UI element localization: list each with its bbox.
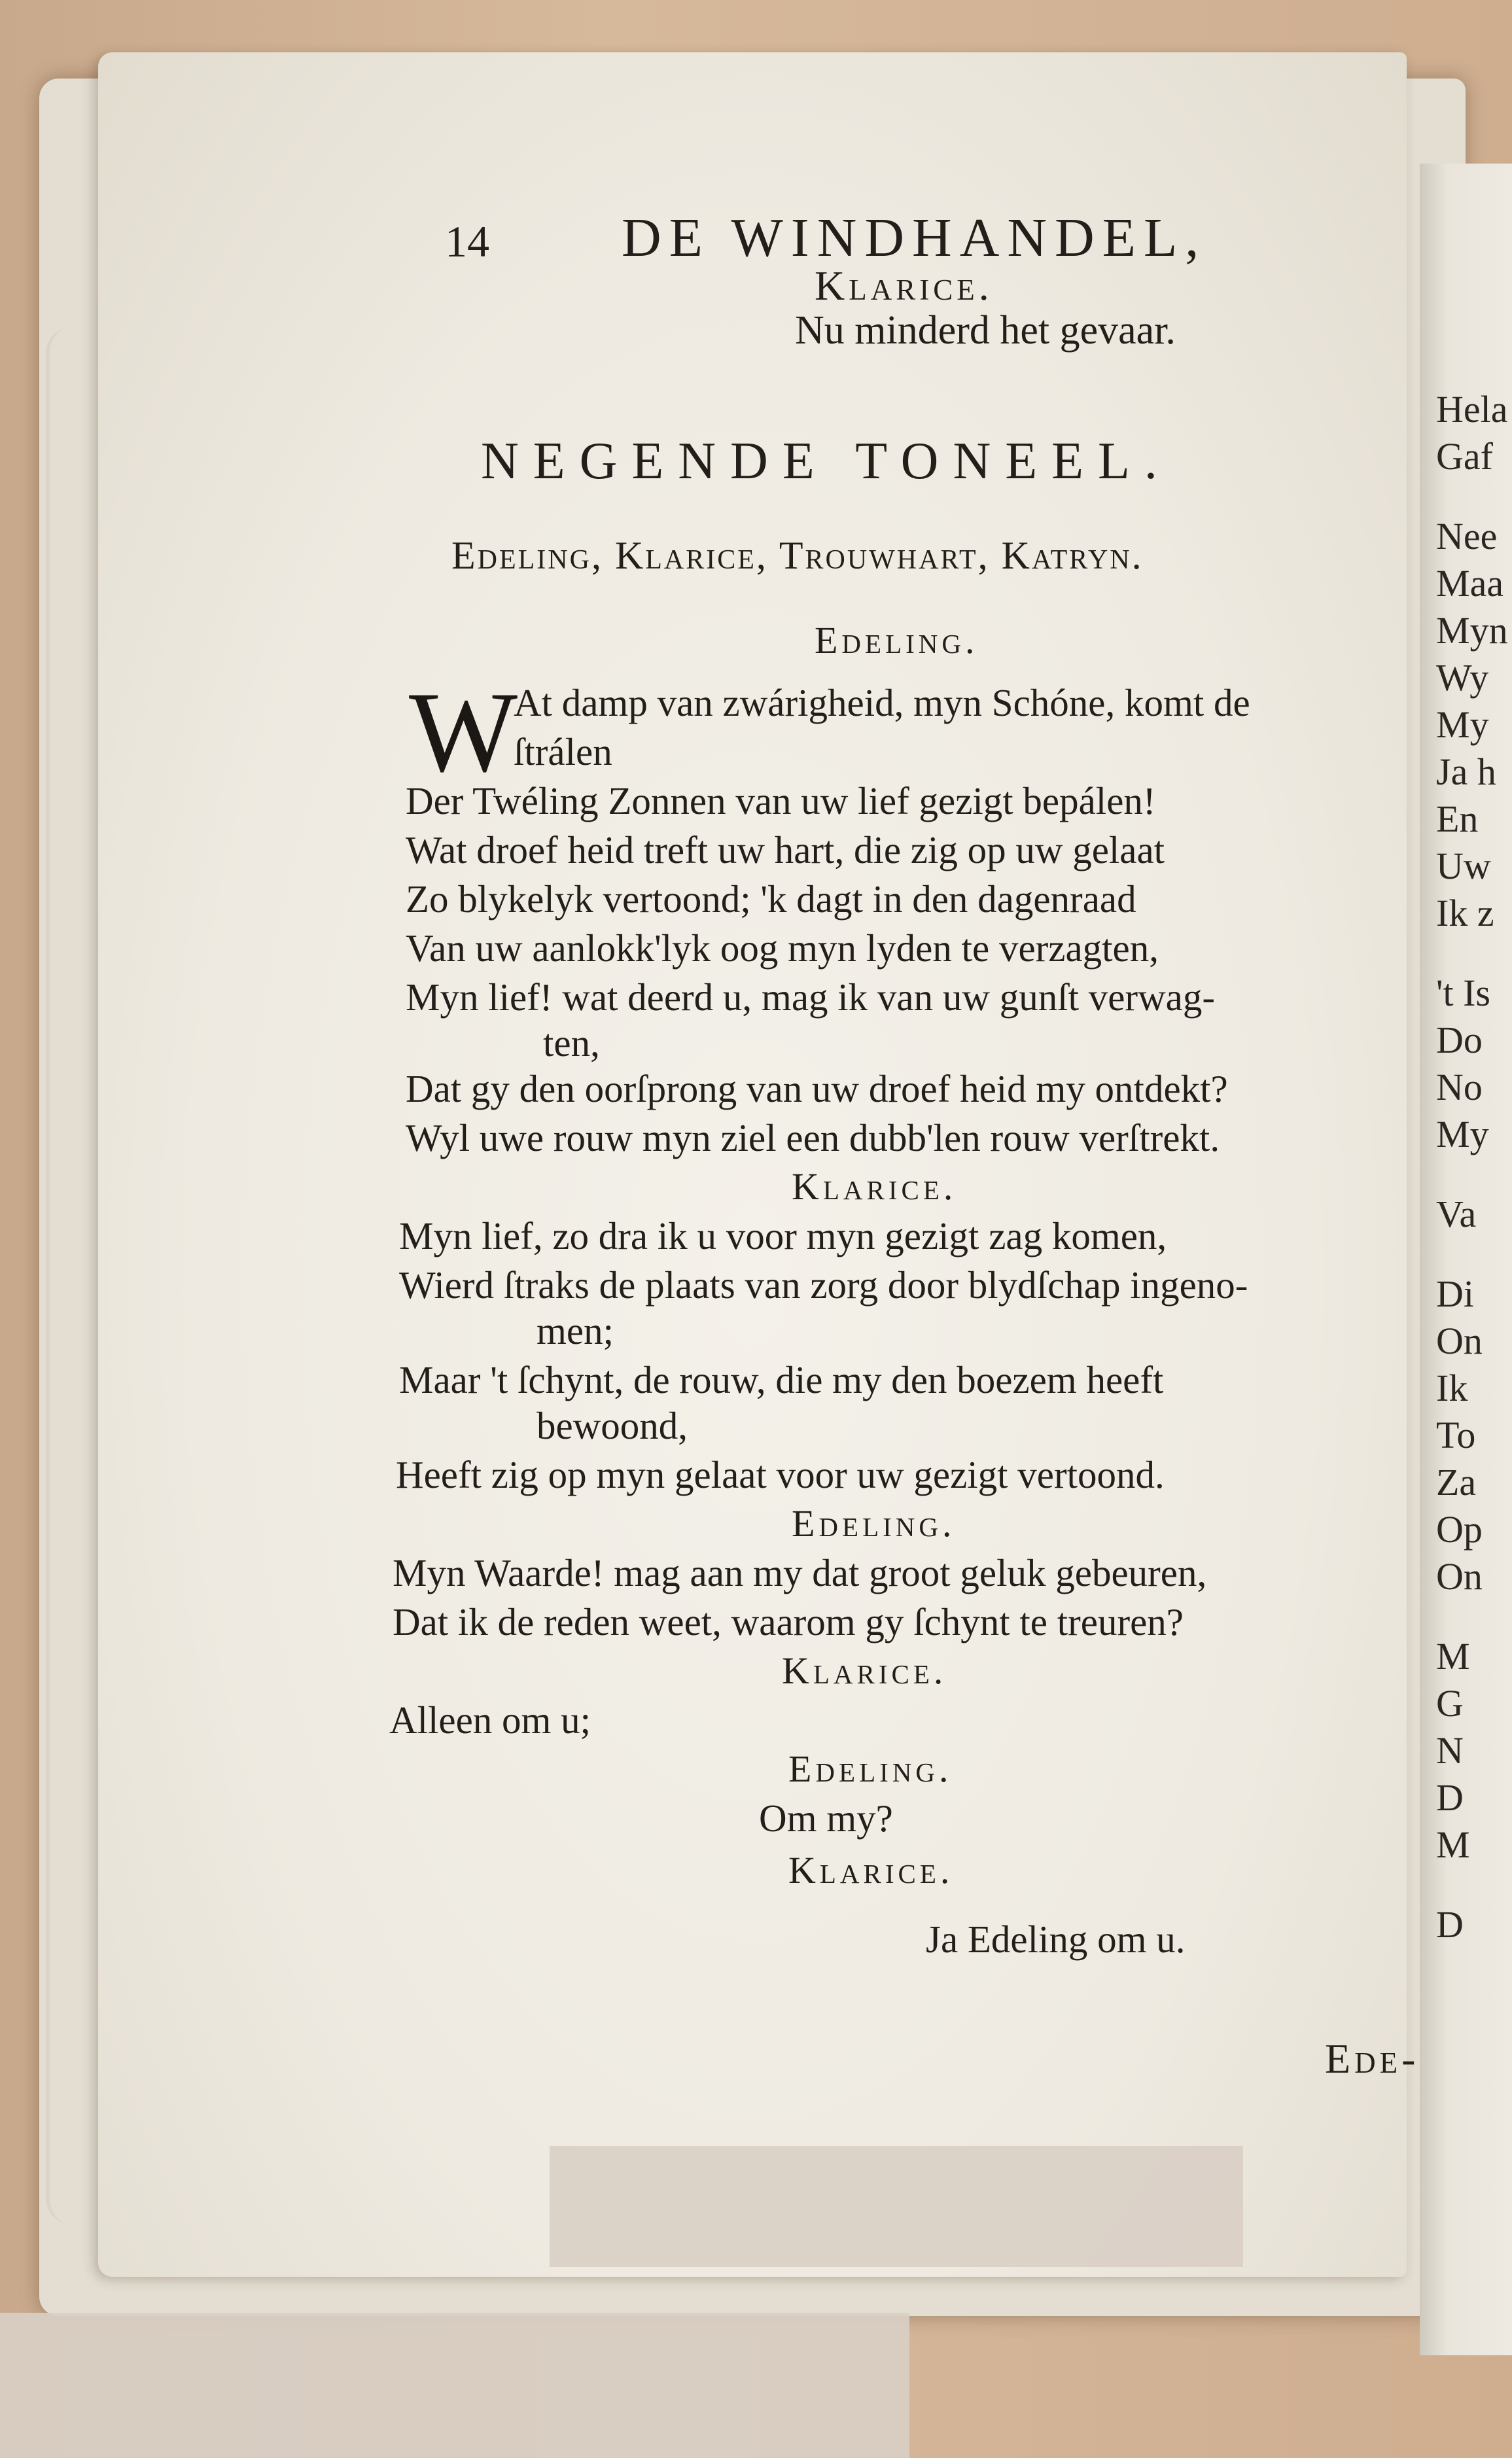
facing-page-line: My	[1436, 1113, 1489, 1155]
facing-page-line: Nee	[1436, 515, 1498, 557]
speaker-name: Edeling.	[792, 1502, 956, 1545]
facing-page-line: Do	[1436, 1019, 1483, 1061]
facing-page-line: To	[1436, 1414, 1476, 1456]
facing-page-line: Ik	[1436, 1367, 1468, 1409]
facing-page-text	[1436, 386, 1512, 1948]
speaker-name: Klarice.	[815, 262, 993, 309]
speaker-name: Edeling.	[815, 619, 979, 661]
facing-page-line: 't Is	[1436, 972, 1490, 1014]
verse-line: Myn lief! wat deerd u, mag ik van uw gunſt verwag-	[406, 975, 1216, 1019]
catchword: Ede-	[1325, 2035, 1420, 2082]
verse-line: Wierd ſtraks de plaats van zorg door blydſchap ingeno-	[399, 1263, 1248, 1307]
verse-line: Der Twéling Zonnen van uw lief gezigt bepálen!	[406, 779, 1156, 822]
verse-line: Wyl uwe rouw myn ziel een dubb'len rouw verſtrekt.	[406, 1116, 1220, 1159]
facing-page-line: En	[1436, 798, 1479, 840]
verse-line: ten,	[543, 1021, 600, 1064]
speaker-name: Klarice.	[782, 1649, 947, 1692]
verse-line: Nu minderd het gevaar.	[795, 308, 1176, 353]
verse-line: Heeft zig op myn gelaat voor uw gezigt vertoond.	[396, 1453, 1165, 1496]
facing-page-line: Ja h	[1436, 750, 1496, 793]
facing-page-line: Hela	[1436, 388, 1508, 430]
redaction-block	[550, 2146, 1243, 2267]
facing-page-line: No	[1436, 1066, 1483, 1108]
scene-title: NEGENDE TONEEL.	[481, 432, 1172, 490]
verse-line: Wat droef heid treft uw hart, die zig op uw gelaat	[406, 828, 1165, 871]
facing-page-line: M	[1436, 1635, 1470, 1677]
facing-page-line: Ik z	[1436, 892, 1494, 934]
facing-page-line	[1436, 1869, 1512, 1901]
running-title: DE WINDHANDEL,	[622, 207, 1207, 268]
verse-line: Maar 't ſchynt, de rouw, die my den boezem heeft	[399, 1358, 1164, 1401]
redaction-block	[0, 2313, 909, 2458]
facing-page-line	[1436, 1600, 1512, 1633]
verse-line: bewoond,	[536, 1404, 688, 1447]
facing-page-line	[1436, 1238, 1512, 1271]
facing-page-line: M	[1436, 1823, 1470, 1866]
verse-line: Myn lief, zo dra ik u voor myn gezigt zag komen,	[399, 1214, 1167, 1257]
facing-page-line: Maa	[1436, 562, 1504, 605]
facing-page-line: G	[1436, 1682, 1464, 1725]
facing-page-line: Di	[1436, 1273, 1474, 1315]
scene-characters: Edeling, Klarice, Trouwhart, Katryn.	[451, 534, 1144, 577]
speaker-name: Edeling.	[788, 1747, 953, 1790]
book-page	[98, 52, 1407, 2277]
facing-page-line: Wy	[1436, 656, 1489, 699]
facing-page-line: Uw	[1436, 845, 1491, 887]
facing-page-line: D	[1436, 1776, 1464, 1819]
verse-line: Ja Edeling om u.	[926, 1918, 1186, 1961]
facing-page-line: On	[1436, 1320, 1483, 1362]
facing-page-line: Op	[1436, 1508, 1483, 1551]
verse-line: At damp van zwárigheid, myn Schóne, komt de	[514, 681, 1250, 724]
verse-line: Dat gy den oorſprong van uw droef heid my ontdekt?	[406, 1067, 1228, 1110]
drop-cap: W	[409, 669, 518, 796]
verse-line: Alleen om u;	[389, 1698, 591, 1742]
speaker-name: Klarice.	[788, 1849, 954, 1891]
verse-line: Myn Waarde! mag aan my dat groot geluk gebeuren,	[393, 1551, 1207, 1594]
facing-page-line: Myn	[1436, 609, 1508, 652]
facing-page-line: Gaf	[1436, 435, 1493, 478]
verse-line: Zo blykelyk vertoond; 'k dagt in den dagenraad	[406, 877, 1136, 921]
verse-line: men;	[536, 1309, 614, 1352]
verse-line: Dat ik de reden weet, waarom gy ſchynt te treuren?	[393, 1600, 1184, 1643]
facing-page-line	[1436, 937, 1512, 970]
facing-page-line: Za	[1436, 1461, 1477, 1503]
page-edges	[46, 327, 128, 2224]
facing-page-line: D	[1436, 1903, 1464, 1946]
verse-line: ſtrálen	[514, 730, 612, 773]
facing-page-line: On	[1436, 1555, 1483, 1598]
verse-line: Van uw aanlokk'lyk oog myn lyden te verzagten,	[406, 926, 1159, 970]
speaker-name: Klarice.	[792, 1165, 957, 1208]
facing-page-line: Va	[1436, 1193, 1477, 1235]
facing-page-line	[1436, 1158, 1512, 1191]
page-number: 14	[445, 217, 489, 266]
facing-page-line	[1436, 480, 1512, 513]
verse-line: Om my?	[759, 1797, 893, 1840]
facing-page-line: N	[1436, 1729, 1464, 1772]
facing-page-line: My	[1436, 703, 1489, 746]
